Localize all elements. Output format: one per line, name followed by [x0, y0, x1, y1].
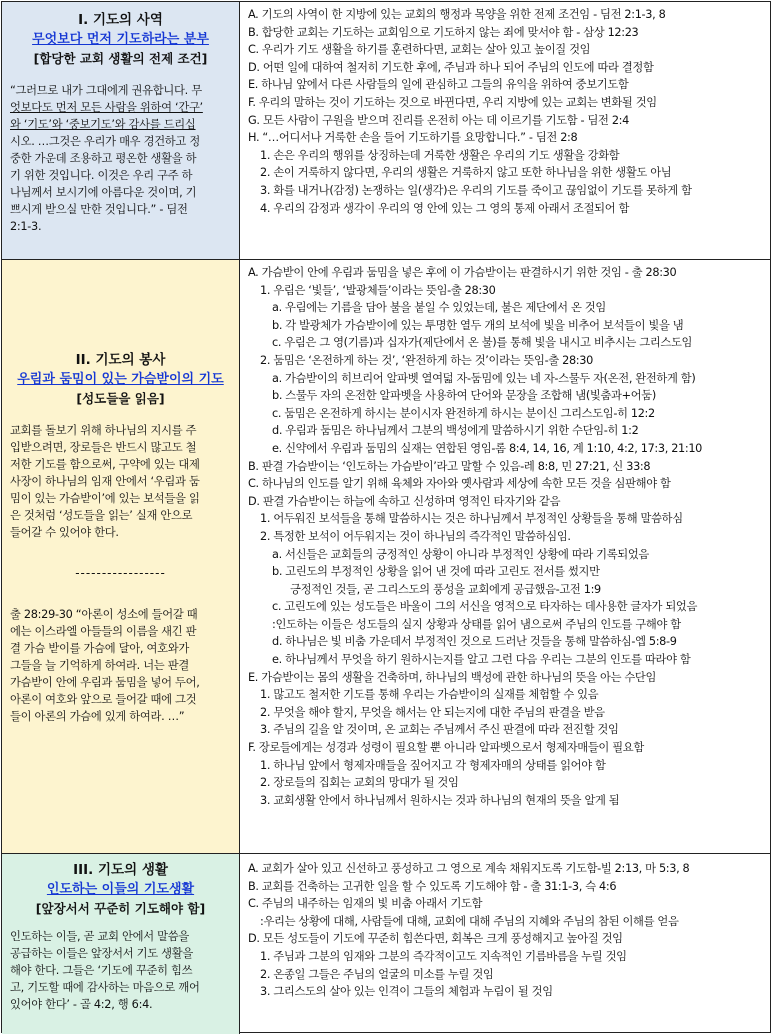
section-2-subtitle: 우림과 둠밈이 있는 가슴받이의 기도 [17, 372, 224, 387]
document [1, 1, 771, 1033]
section-3-left-panel [2, 854, 240, 1034]
outline-line: 3. 그리스도의 살아 있는 인격이 그들의 체험과 누림이 될 것임 [260, 985, 553, 999]
outline-line: 2. 특정한 보석이 어두워지는 것이 하나님의 즉각적인 말씀하심임. [260, 529, 571, 543]
section-1-outline [240, 2, 770, 259]
description-line: 밈이 있는 가슴받이’에 있는 보석들을 읽 [10, 492, 200, 505]
section-3-subtitle: 인도하는 이들의 기도생활 [46, 882, 195, 897]
scripture-line: 들이 아론의 가슴에 있게 하여라. …” [10, 710, 185, 723]
section-1-left-panel [2, 2, 240, 259]
description-line: 교회를 돌보기 위해 하나님의 지시를 주 [10, 424, 197, 437]
scripture-line: 출 28:29-30 “아론이 성소에 들어갈 때 [10, 608, 198, 621]
divider: ----------------- [75, 566, 166, 580]
outline-line: 3. 화를 내거나(감정) 논쟁하는 일(생각)은 우리의 기도를 죽이고 끊임없이 기도를 못하게 함 [260, 183, 692, 197]
outline-line: B. 교회를 건축하는 고귀한 일을 할 수 있도록 기도해야 함 - 출 31:1-3, 슥 4:6 [248, 879, 617, 893]
outline-line: 1. 하나님 앞에서 형제자매들을 짚어지고 각 형제자매의 상태를 읽어야 함 [260, 758, 606, 772]
outline-line: c. 우림은 그 영(기름)과 십자가(제단에서 온 불)를 통해 빛을 내시고 비추시는 그리스도임 [272, 336, 693, 350]
outline-line: B. 합당한 교회는 기도하는 교회임으로 기도하지 않는 죄에 맞서야 함 - 삼상 12:23 [248, 25, 639, 39]
description-line: 저한 기도를 함으로써, 구약에 있는 대제 [10, 458, 200, 471]
outline-line: e. 하나님께서 무엇을 하기 원하시는지를 알고 그런 다음 우리는 그분의 인도를 따라야 함 [272, 653, 691, 667]
outline-line: 2. 손이 거룩하지 않다면, 우리의 생활은 거룩하지 않고 또한 하나님을 위한 생활도 아님 [260, 166, 672, 180]
description-line: 은 것처럼 ‘성도들을 읽는’ 실재 안으로 [10, 509, 193, 522]
outline-line: b. 스물두 자의 온전한 알파벳을 사용하여 단어와 문장을 조합해 냄(빛춤과+어둠) [272, 389, 656, 403]
description-line: 해야 한다. 그들은 ‘기도에 꾸준히 힘쓰 [10, 964, 193, 977]
quote-line: 와 ‘기도’와 ‘중보기도’와 감사를 드리십 [10, 118, 196, 131]
description-line: 입받으려면, 장로들은 반드시 많고도 철 [10, 441, 197, 454]
section-3-tag: [앞장서서 꾸준히 기도해야 함] [35, 901, 206, 916]
section-3-description [2, 928, 239, 1013]
outline-line: 긍정적인 것들, 곧 그리스도의 풍성을 교회에게 공급했음-고전 1:9 [290, 582, 601, 596]
section-1 [2, 2, 770, 260]
section-3-outline [240, 854, 770, 1034]
quote-line: 시오. …그것은 우리가 매우 경건하고 정 [10, 135, 200, 148]
outline-line: D. 판결 가슴받이는 하늘에 속하고 신성하며 영적인 타자기와 같음 [248, 494, 561, 508]
quote-line: “그러므로 내가 그대에게 권유합니다. 무 [10, 84, 202, 97]
outline-line: A. 교회가 살아 있고 신선하고 풍성하고 그 영으로 계속 채워지도록 기도함-빌 2:13, 마 5:3, 8 [248, 862, 690, 875]
outline-line: :인도하는 이들은 성도들의 실지 상황과 상태를 읽어 냄으로써 주님의 인도를 구해야 함 [272, 617, 681, 631]
outline-line: e. 신약에서 우림과 둠밈의 실재는 연합된 영임-롬 8:4, 14, 16, 계 1:10, 4:2, 17:3, 21:10 [272, 441, 702, 455]
description-line: 들어갈 수 있어야 한다. [10, 526, 119, 539]
outline-line: a. 서신들은 교회들의 긍정적인 상황이 아니라 부정적인 상황에 따라 기록되었음 [272, 547, 649, 561]
outline-line: :우리는 상황에 대해, 사람들에 대해, 교회에 대해 주님의 지혜와 주님의 참된 이해를 얻음 [260, 914, 679, 928]
description-line: 사장이 하나님의 임재 안에서 ‘우림과 둠 [10, 475, 200, 488]
scripture-line: 그들을 늘 기억하게 하여라. 너는 판결 [10, 659, 189, 672]
outline-line: 2. 무엇을 해야 할지, 무엇을 해서는 안 되는지에 대한 주님의 판결을 받음 [260, 705, 605, 719]
section-1-subtitle: 무엇보다 먼저 기도하라는 분부 [32, 32, 209, 47]
section-1-quote [2, 82, 239, 235]
outline-line: 4. 우리의 감정과 생각이 우리의 영 안에 있는 그 영의 통제 아래서 조절되어 함 [260, 201, 630, 215]
section-2-title: II. 기도의 봉사 [75, 352, 166, 368]
section-2-description [2, 422, 239, 541]
outline-line: 1. 어두워진 보석들을 통해 말씀하시는 것은 하나님께서 부정적인 상황들을 통해 말씀하심 [260, 512, 683, 526]
quote-line: 중한 가운데 조용하고 평온한 생활을 하 [10, 152, 197, 165]
scripture-line: 아론이 여호와 앞으로 들어갈 때에 그것 [10, 693, 197, 706]
quote-line: 기 위한 것입니다. 이것은 우리 구주 하 [10, 169, 193, 182]
outline-line: 1. 많고도 철저한 기도를 통해 우리는 가슴받이의 실재를 체험할 수 있음 [260, 688, 599, 702]
outline-line: a. 우림에는 기름을 담아 불을 붙일 수 있었는데, 불은 제단에서 온 것임 [272, 301, 606, 315]
outline-line: D. 어떤 일에 대하여 철저히 기도한 후에, 주님과 하나 되어 주님의 인도에 따라 결정함 [248, 60, 654, 74]
outline-line: a. 가슴받이의 히브리어 알파벳 열여덟 자-둠밈에 있는 네 자-스물두 자(온전, 완전하게 함) [272, 371, 696, 385]
scripture-line: 가슴받이 안에 우림과 둠밈을 넣어 두어, [10, 676, 200, 689]
description-line: 고, 기도할 때에 감사하는 마음으로 깨어 [10, 981, 200, 994]
section-3 [2, 854, 770, 1034]
outline-line: H. “…어디서나 거룩한 손을 들어 기도하기를 요망합니다.” - 딤전 2:8 [248, 131, 578, 145]
outline-line: A. 기도의 사역이 한 지방에 있는 교회의 행정과 목양을 위한 전제 조건임 - 딤전 2:1-3, 8 [248, 8, 666, 21]
outline-line: 1. 우림은 ‘빛들’, ‘발광체들’이라는 뜻임-출 28:30 [260, 283, 496, 297]
scripture-line: 결 가슴 받이를 가슴에 달아, 여호와가 [10, 642, 189, 655]
outline-line: 2. 온종일 그들은 주님의 얼굴의 미소를 누릴 것임 [260, 967, 494, 981]
section-2-scripture [2, 606, 239, 725]
quote-line: 2:1-3. [10, 220, 42, 233]
scripture-line: 에는 이스라엘 아들들의 이름을 새긴 판 [10, 625, 197, 638]
quote-line: 나님께서 보시기에 아름다운 것이며, 기 [10, 186, 197, 199]
outline-line: 2. 둠밈은 ‘온전하게 하는 것’, ‘완전하게 하는 것’이라는 뜻임-출 28:30 [260, 353, 593, 367]
outline-line: B. 판결 가슴받이는 ‘인도하는 가슴받이’라고 말할 수 있음-레 8:8, 민 27:21, 신 33:8 [248, 459, 651, 473]
description-line: 있어야 한다’ - 골 4:2, 행 6:4. [10, 998, 153, 1011]
outline-line: 1. 주님과 그분의 임재와 그분의 즉각적이고도 지속적인 기름바름을 누릴 것임 [260, 949, 627, 963]
outline-line: A. 가슴받이 안에 우림과 둠밈을 넣은 후에 이 가슴받이는 판결하시기 위한 것임 - 출 28:30 [248, 266, 677, 279]
outline-line: C. 하나님의 인도를 알기 위해 육체와 자아와 옛사람과 세상에 속한 모든 것을 심판해야 함 [248, 477, 671, 491]
outline-line: 1. 손은 우리의 행위를 상징하는데 거룩한 생활은 우리의 기도 생활을 강화함 [260, 148, 620, 162]
section-1-title: I. 기도의 사역 [78, 12, 163, 28]
section-3-title: III. 기도의 생활 [73, 862, 168, 878]
outline-line: 3. 교회생활 안에서 하나님께서 원하시는 것과 하나님의 현재의 뜻을 알게 됨 [260, 793, 620, 807]
outline-line: C. 우리가 기도 생활을 하기를 훈련하다면, 교회는 살아 있고 높이질 것임 [248, 43, 591, 57]
outline-line: F. 장로들에게는 성경과 성령이 필요할 뿐 아니라 알파벳으로서 형제자매들이 필요함 [248, 741, 644, 755]
outline-line: b. 고린도의 부정적인 상황을 읽어 낸 것에 따라 고린도 전서를 썼지만 [272, 565, 600, 579]
outline-line: d. 우림과 둠밈은 하나님께서 그분의 백성에게 말씀하시기 위한 수단임-히 1:2 [272, 424, 639, 438]
description-line: 인도하는 이들, 곧 교회 안에서 말씀을 [10, 930, 189, 943]
outline-line: b. 각 발광체가 가슴받이에 있는 투명한 열두 개의 보석에 빛을 비추어 보석들이 빛을 냄 [272, 318, 684, 332]
outline-line: 3. 주님의 길을 알 것이며, 온 교회는 주님께서 주신 판결에 따라 전진할 것임 [260, 723, 619, 737]
section-2-tag: [성도들을 읽음] [76, 391, 165, 406]
section-1-tag: [합당한 교회 생활의 전제 조건] [33, 51, 208, 66]
outline-line: 2. 장로들의 집회는 교회의 망대가 될 것임 [260, 776, 459, 790]
outline-line: G. 모든 사람이 구원을 받으며 진리를 온전히 아는 데 이르기를 기도함 - 딤전 2:4 [248, 113, 629, 127]
outline-line: E. 가슴받이는 몸의 생활을 건축하며, 하나님의 백성에 관한 하나님의 뜻을 아는 수단임 [248, 670, 657, 684]
quote-line: 쁘시게 받으실 만한 것입니다.” - 딤전 [10, 203, 188, 216]
description-line: 공급하는 이들은 앞장서서 기도 생활을 [10, 947, 193, 960]
outline-line: d. 하나님은 빛 비춤 가운데서 부정적인 것으로 드러난 것들을 통해 말씀하심-엡 5:8-9 [272, 635, 677, 649]
outline-line: C. 주님의 내주하는 임재의 빛 비춤 아래서 기도함 [248, 897, 483, 911]
outline-line: c. 고린도에 있는 성도들은 바울이 그의 서신을 영적으로 타자하는 데사용한 글자가 되었음 [272, 600, 698, 614]
section-2-outline [240, 260, 770, 853]
outline-line: F. 우리의 말하는 것이 기도하는 것으로 바뀐다면, 우리 지방에 있는 교회는 변화될 것임 [248, 95, 657, 109]
outline-line: D. 모든 성도들이 기도에 꾸준히 힘쓴다면, 회복은 크게 풍성해지고 높아질 것임 [248, 932, 623, 946]
outline-line: E. 하나님 앞에서 다른 사람들의 일에 관심하고 그들의 유익을 위하여 중보기도함 [248, 78, 629, 92]
quote-line: 엇보다도 먼저 모든 사람을 위하여 ‘간구’ [10, 101, 203, 114]
outline-line: c. 둠밈은 온전하게 하시는 분이시자 완전하게 하시는 분이신 그리스도임-히 12:2 [272, 406, 655, 420]
section-2 [2, 260, 770, 854]
section-2-left-panel [2, 260, 240, 853]
